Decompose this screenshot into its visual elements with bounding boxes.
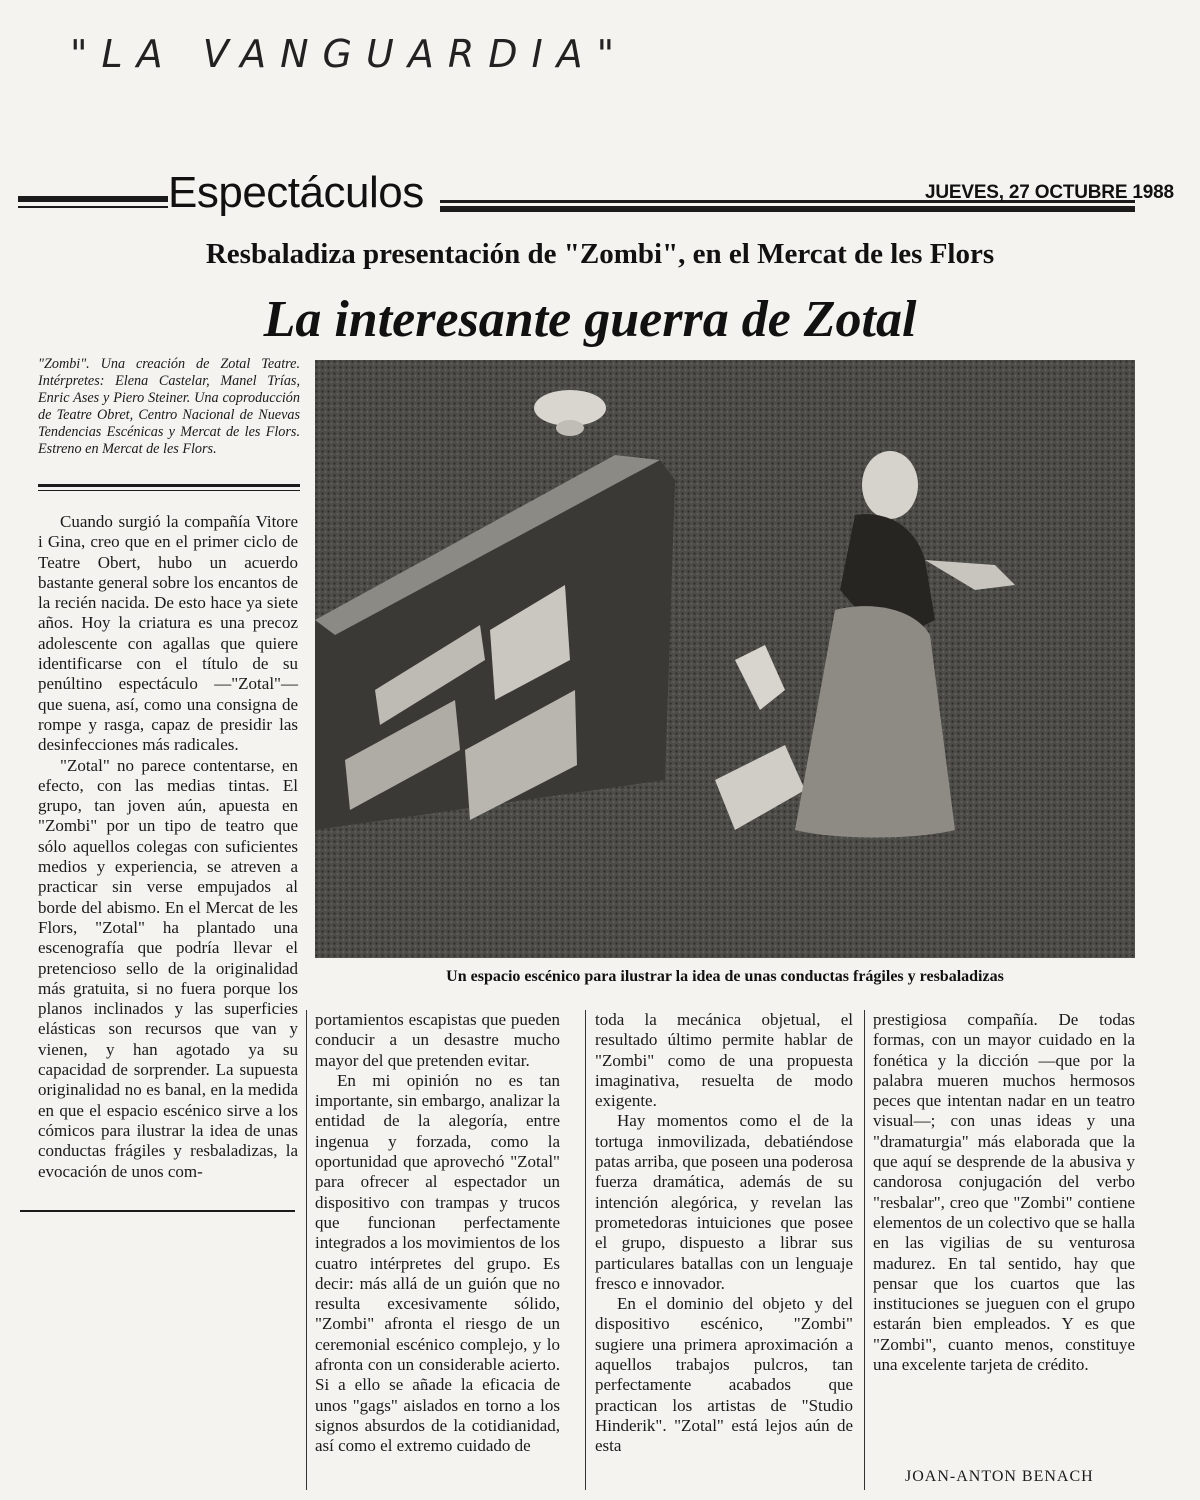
article-column-3 — [595, 1010, 853, 1457]
article-column-4 — [873, 1010, 1135, 1375]
paragraph: Hay momentos como el de la tortuga inmovilizada, debatiéndose patas arriba, que poseen una poderosa fuerza dramática, además de su intención alegórica, y revelan las prometedoras intuiciones que posee el grupo, dispuesto a librar sus particulares batallas con un lenguaje fresco e innovador. — [595, 1111, 853, 1293]
author-byline: JOAN-ANTON BENACH — [905, 1468, 1094, 1485]
issue-date: JUEVES, 27 OCTUBRE 1988 — [925, 182, 1174, 203]
masthead-rule-left — [18, 196, 168, 202]
section-title: Espectáculos — [168, 168, 424, 217]
headline: La interesante guerra de Zotal — [263, 291, 917, 348]
column-divider — [306, 1010, 307, 1490]
stage-photo-image — [315, 360, 1135, 958]
column-divider — [585, 1010, 586, 1490]
article-column-1 — [38, 512, 298, 1182]
show-credits: "Zombi". Una creación de Zotal Teatre. Intérpretes: Elena Castelar, Manel Trías, Enric Ases y Piero Steiner. Una coproducción de Teatre Obret, Centro Nacional de Nuevas Tendencias Escénicas y Mercat de les Flors. Estreno en Mercat de les Flors. — [38, 356, 300, 457]
credits-rule-thin — [38, 490, 300, 491]
paragraph: Cuando surgió la compañía Vitore i Gina, creo que en el primer ciclo de Teatre Obert, hubo un acuerdo bastante general sobre los encantos de la recién nacida. De esto hace ya siete años. Hoy la criatura es una precoz adolescente con agallas que quiere identificarse con el título de su penúltino espectáculo —"Zotal"— que suena, así, como una consigna de rompe y rasga, capaz de presidir las desinfecciones más radicales. — [38, 512, 298, 755]
article-column-2 — [315, 1010, 560, 1457]
paragraph: En el dominio del objeto y del dispositivo escénico, "Zombi" sugiere una primera aproximación a aquellos trabajos pulcros, tan perfectamente acabados que practican los artistas de "Studio Hinderik". "Zotal" está lejos aún de esta — [595, 1294, 853, 1456]
paragraph: toda la mecánica objetual, el resultado último permite hablar de "Zombi" como de una propuesta imaginativa, resuelta de modo exigente. — [595, 1010, 853, 1111]
paragraph: prestigiosa compañía. De todas formas, con un mayor cuidado en la fonética y la dicción —que por la palabra mueren muchos hermosos peces que intentan nadar en un teatro visual—; con unas ideas y una "dramaturgia" más elaborada que la que aquí se desprende de la abusiva y candorosa conjugación del verbo "resbalar", creo que "Zombi" contiene elementos de un colectivo que se halla en las vigilias de su venturosa madurez. En tal sentido, hay que pensar que los cuartos que las instituciones se jueguen con el grupo estarán bien empleados. Y es que "Zombi", cuanto menos, constituye una excelente tarjeta de crédito. — [873, 1010, 1135, 1375]
masthead-rule-left-thin — [18, 206, 168, 208]
stage-photo — [315, 360, 1135, 958]
masthead-rule-right-thick — [440, 206, 1135, 212]
credits-rule — [38, 484, 300, 487]
photo-caption: Un espacio escénico para ilustrar la idea de unas conductas frágiles y resbaladizas — [446, 968, 1004, 985]
column-divider — [864, 1010, 865, 1490]
paragraph: "Zotal" no parece contentarse, en efecto, con las medias tintas. El grupo, tan joven aún, apuesta en "Zombi" por un tipo de teatro que sólo aquellos colegas con suficientes medios y experiencia, se atreven a practicar sin verse empujados al borde del abismo. En el Mercat de les Flors, "Zotal" ha plantado una escenografía que podría llevar el pretencioso sello de la originalidad más gratuita, si no fuera porque los planos inclinados y las superficies elásticas son recursos que van y vienen, y han agotado ya su capacidad de sorprender. La supuesta originalidad no es banal, en la medida en que el espacio escénico sirve a los cómicos para ilustrar la idea de unas conductas frágiles y resbaladizas, la evocación de unos com- — [38, 755, 298, 1181]
column-end-rule — [20, 1210, 295, 1212]
paragraph: En mi opinión no es tan importante, sin embargo, analizar la entidad de la alegoría, entre ingenua y forzada, como la oportunidad que aprovechó "Zotal" para ofrecer al espectador un dispositivo con trampas y trucos que funcionan perfectamente integrados a los movimientos de los cuatro intérpretes del grupo. Es decir: más allá de un guión que no resulta excesivamente sólido, "Zombi" afronta el riesgo de un ceremonial escénico complejo, y lo afronta con un considerable acierto. Si a ello se añade la eficacia de unos "gags" aislados en torno a los signos absurdos de la cotidianidad, así como el extremo cuidado de — [315, 1070, 560, 1456]
handwritten-newspaper-name: "LA VANGUARDIA" — [70, 32, 629, 76]
subheadline: Resbaladiza presentación de "Zombi", en el Mercat de les Flors — [205, 238, 995, 270]
paragraph: portamientos escapistas que pueden conducir a un desastre mucho mayor del que pretenden evitar. — [315, 1010, 560, 1070]
